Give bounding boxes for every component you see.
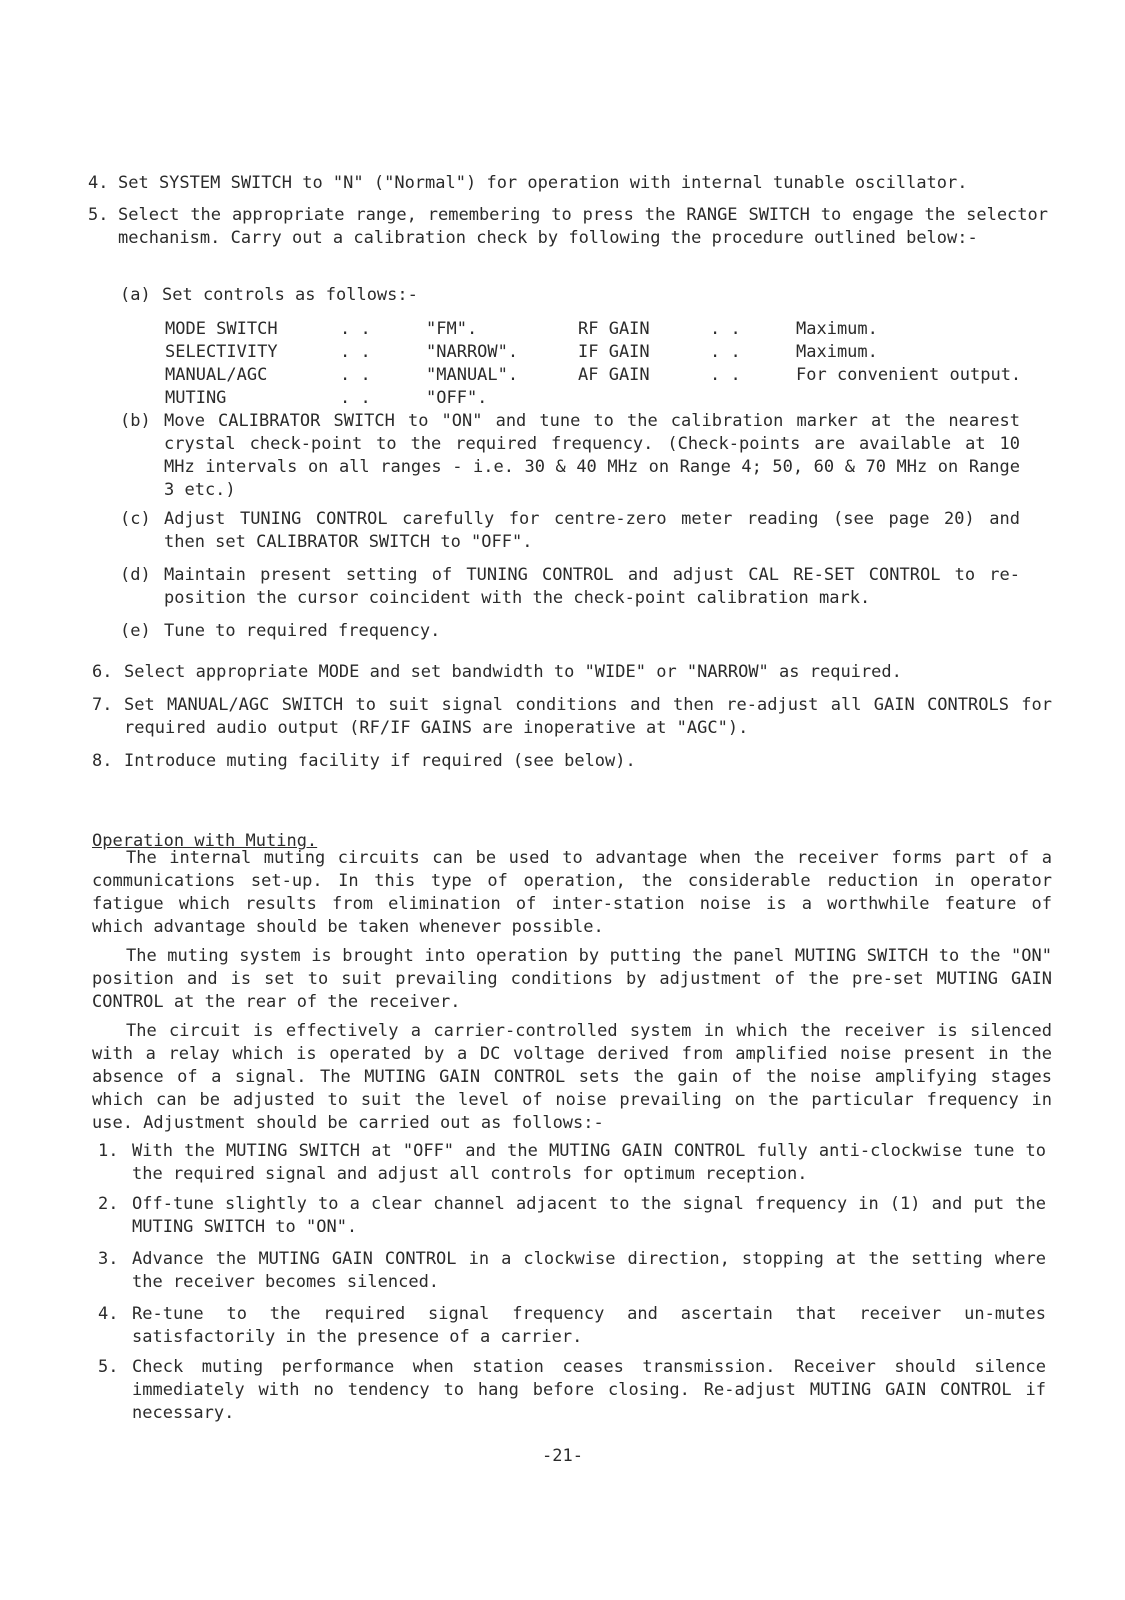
paragraph: The circuit is effectively a carrier-controlled system in which the receiver is silenced with a relay which is operated by a DC voltage derived from amplified noise present in the absence of a signal. The MUTING GAIN CONTROL sets the gain of the noise amplifying stages which can be adjusted to suit the level of noise prevailing on the particular frequency in use. Adjustment should be carried out as follows:- — [92, 1021, 1052, 1133]
substep-text: Maintain present setting of TUNING CONTROL and adjust CAL RE-SET CONTROL to re-position the cursor coincident with the check-point calibration mark. — [164, 565, 1020, 608]
step-text: Off-tune slightly to a clear channel adjacent to the signal frequency in (1) and put the MUTING SWITCH to "ON". — [132, 1194, 1046, 1237]
substep-b — [120, 410, 1020, 502]
step-number: 5. — [88, 205, 109, 225]
control-value-2: Maximum. — [796, 342, 878, 362]
step-text: Introduce muting facility if required (see below). — [124, 751, 636, 771]
substep-label: (b) — [120, 411, 151, 431]
control-dots: . . — [340, 388, 371, 408]
substep-text: Move CALIBRATOR SWITCH to "ON" and tune to the calibration marker at the nearest crystal check-point to the required frequency. (Check-points are available at 10 MHz intervals on all ranges - i.e. 30 & 40 MHz on Range 4; 50, 60 & 70 MHz on Range 3 etc.) — [164, 411, 1020, 500]
step-number: 1. — [98, 1141, 119, 1161]
step-text: Check muting performance when station ceases transmission. Receiver should silence immediately with no tendency to hang before closing. Re-adjust MUTING GAIN CONTROL if necessary. — [132, 1357, 1046, 1423]
control-name: MANUAL/AGC — [165, 365, 268, 385]
muting-step-4 — [98, 1303, 1046, 1349]
control-value: "OFF". — [426, 388, 488, 408]
substep-text: Adjust TUNING CONTROL carefully for centre-zero meter reading (see page 20) and then set CALIBRATOR SWITCH to "OFF". — [164, 509, 1020, 552]
control-name-2: IF GAIN — [578, 342, 650, 362]
step-text: With the MUTING SWITCH at "OFF" and the MUTING GAIN CONTROL fully anti-clockwise tune to the required signal and adjust all controls for optimum reception. — [132, 1141, 1046, 1184]
step-6 — [92, 661, 1052, 684]
control-name-2: AF GAIN — [578, 365, 650, 385]
control-name-2: RF GAIN — [578, 319, 650, 339]
control-name: MUTING — [165, 388, 227, 408]
step-text: Select the appropriate range, remembering to press the RANGE SWITCH to engage the selector mechanism. Carry out a calibration check by following the procedure outlined below:- — [118, 205, 1048, 248]
step-5 — [88, 204, 1048, 250]
substep-e — [120, 620, 1020, 643]
control-dots: . . — [340, 342, 371, 362]
step-number: 4. — [88, 173, 109, 193]
substep-label: (d) — [120, 565, 151, 585]
substep-text: Set controls as follows:- — [162, 285, 418, 305]
step-number: 5. — [98, 1357, 119, 1377]
substep-label: (c) — [120, 509, 151, 529]
step-number: 8. — [92, 751, 113, 771]
step-8 — [92, 750, 1052, 773]
step-number: 2. — [98, 1194, 119, 1214]
substep-d — [120, 564, 1020, 610]
control-value-2: For convenient output. — [796, 365, 1022, 385]
step-text: Set SYSTEM SWITCH to "N" ("Normal") for operation with internal tunable oscillator. — [118, 173, 968, 193]
substep-a — [120, 284, 1020, 307]
control-name: SELECTIVITY — [165, 342, 278, 362]
control-dots: . . — [340, 365, 371, 385]
substep-c — [120, 508, 1020, 554]
muting-step-2 — [98, 1193, 1046, 1239]
paragraph: The internal muting circuits can be used to advantage when the receiver forms part of a communications set-up. In this type of operation, the considerable reduction in operator fatigue which results from elimination of inter-station noise is a worthwhile feature of which advantage should be taken whenever possible. — [92, 848, 1052, 937]
control-dots: . . — [340, 319, 371, 339]
control-value: "NARROW". — [426, 342, 519, 362]
step-text: Set MANUAL/AGC SWITCH to suit signal conditions and then re-adjust all GAIN CONTROLS for required audio output (RF/IF GAINS are inoperative at "AGC"). — [124, 695, 1052, 738]
step-text: Advance the MUTING GAIN CONTROL in a clockwise direction, stopping at the setting where the receiver becomes silenced. — [132, 1249, 1046, 1292]
step-4 — [88, 172, 1048, 195]
control-value-2: Maximum. — [796, 319, 878, 339]
step-number: 7. — [92, 695, 113, 715]
control-dots-2: . . — [710, 365, 741, 385]
section-heading: Operation with Muting. — [92, 831, 318, 851]
control-settings-table — [165, 318, 1021, 410]
control-row — [165, 318, 1021, 341]
control-row — [165, 387, 1021, 410]
substep-label: (a) — [120, 285, 151, 305]
step-number: 4. — [98, 1304, 119, 1324]
control-name-2 — [578, 387, 710, 410]
substep-label: (e) — [120, 621, 151, 641]
step-text: Re-tune to the required signal frequency and ascertain that receiver un-mutes satisfactorily in the presence of a carrier. — [132, 1304, 1046, 1347]
muting-step-5 — [98, 1356, 1046, 1425]
control-name: MODE SWITCH — [165, 319, 278, 339]
control-value-2 — [796, 387, 1021, 410]
step-7 — [92, 694, 1052, 740]
substep-text: Tune to required frequency. — [164, 621, 441, 641]
control-dots-2 — [710, 387, 796, 410]
control-value: "MANUAL". — [426, 365, 519, 385]
step-text: Select appropriate MODE and set bandwidth to "WIDE" or "NARROW" as required. — [124, 662, 902, 682]
control-dots-2: . . — [710, 342, 741, 362]
step-number: 3. — [98, 1249, 119, 1269]
muting-step-3 — [98, 1248, 1046, 1294]
control-row — [165, 341, 1021, 364]
paragraph: The muting system is brought into operation by putting the panel MUTING SWITCH to the "ON" position and is set to suit prevailing conditions by adjustment of the pre-set MUTING GAIN CONTROL at the rear of the receiver. — [92, 946, 1052, 1012]
control-row — [165, 364, 1021, 387]
control-value: "FM". — [426, 319, 478, 339]
control-dots-2: . . — [710, 319, 741, 339]
page-number: -21- — [542, 1446, 583, 1466]
muting-step-1 — [98, 1140, 1046, 1186]
step-number: 6. — [92, 662, 113, 682]
